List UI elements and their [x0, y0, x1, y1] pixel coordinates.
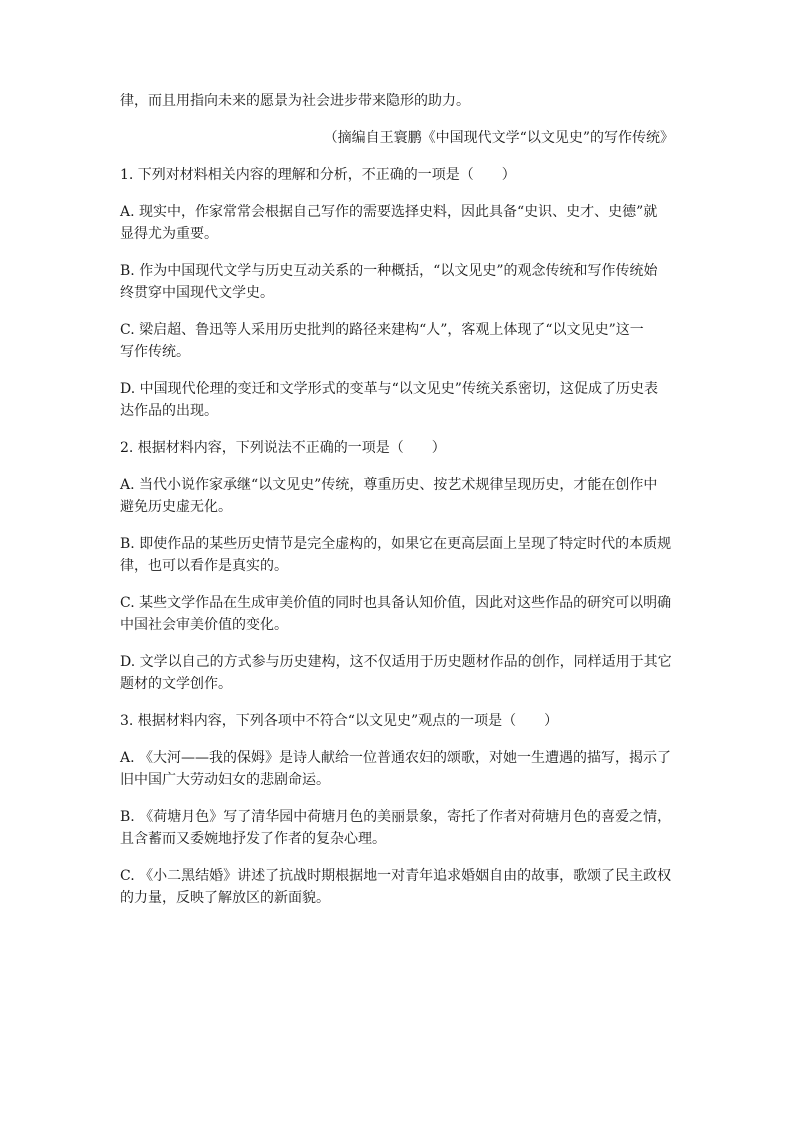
q2-option-d-line1: D. 文学以自己的方式参与历史建构，这不仅适用于历史题材作品的创作，同样适用于其它 [120, 654, 672, 670]
q2-option-b-line2: 律，也可以看作是真实的。 [120, 558, 288, 574]
q3-option-a-line1: A. 《大河——我的保姆》是诗人献给一位普通农妇的颂歌，对她一生遭遇的描写，揭示了 [120, 750, 672, 766]
q1-option-a-line1: A. 现实中，作家常常会根据自己写作的需要选择史料，因此具备“史识、史才、史德”就 [120, 204, 658, 220]
q2-option-a-line2: 避免历史虚无化。 [120, 499, 232, 515]
q1-option-c-line2: 写作传统。 [120, 344, 190, 360]
question-3-stem: 3. 根据材料内容，下列各项中不符合“以文见史”观点的一项是（ ） [120, 713, 559, 729]
q2-option-d-line2: 题材的文学创作。 [120, 676, 232, 692]
q2-option-b-line1: B. 即使作品的某些历史情节是完全虚构的，如果它在更高层面上呈现了特定时代的本质规 [120, 536, 672, 552]
q2-option-c-line2: 中国社会审美价值的变化。 [120, 617, 288, 633]
q3-option-c-line2: 的力量，反映了解放区的新面貌。 [120, 890, 330, 906]
q3-option-c-line1: C. 《小二黑结婚》讲述了抗战时期根据地一对青年追求婚姻自由的故事，歌颂了民主政权 [120, 868, 672, 884]
q1-option-b-line1: B. 作为中国现代文学与历史互动关系的一种概括，“以文见史”的观念传统和写作传统始 [120, 263, 658, 279]
question-1-stem: 1. 下列对材料相关内容的理解和分析，不正确的一项是（ ） [120, 167, 516, 183]
q1-option-d-line2: 达作品的出现。 [120, 403, 218, 419]
q1-option-c-line1: C. 梁启超、鲁迅等人采用历史批判的路径来建构“人”，客观上体现了“以文见史”这一 [120, 322, 644, 338]
q2-option-a-line1: A. 当代小说作家承继“以文见史”传统，尊重历史、按艺术规律呈现历史，才能在创作中 [120, 477, 658, 493]
q3-option-b-line1: B. 《荷塘月色》写了清华园中荷塘月色的美丽景象，寄托了作者对荷塘月色的喜爱之情， [120, 809, 672, 825]
q1-option-b-line2: 终贯穿中国现代文学史。 [120, 285, 274, 301]
q3-option-b-line2: 且含蓄而又委婉地抒发了作者的复杂心理。 [120, 831, 386, 847]
q3-option-a-line2: 旧中国广大劳动妇女的悲剧命运。 [120, 772, 330, 788]
question-2-stem: 2. 根据材料内容，下列说法不正确的一项是（ ） [120, 440, 446, 456]
intro-tail-text: 律，而且用指向未来的愿景为社会进步带来隐形的助力。 [120, 93, 470, 109]
source-citation: （摘编自王寰鹏《中国现代文学“以文见史”的写作传统》 [323, 130, 674, 146]
q1-option-d-line1: D. 中国现代伦理的变迁和文学形式的变革与“以文见史”传统关系密切，这促成了历史表 [120, 381, 658, 397]
q1-option-a-line2: 显得尤为重要。 [120, 226, 218, 242]
q2-option-c-line1: C. 某些文学作品在生成审美价值的同时也具备认知价值，因此对这些作品的研究可以明确 [120, 595, 672, 611]
